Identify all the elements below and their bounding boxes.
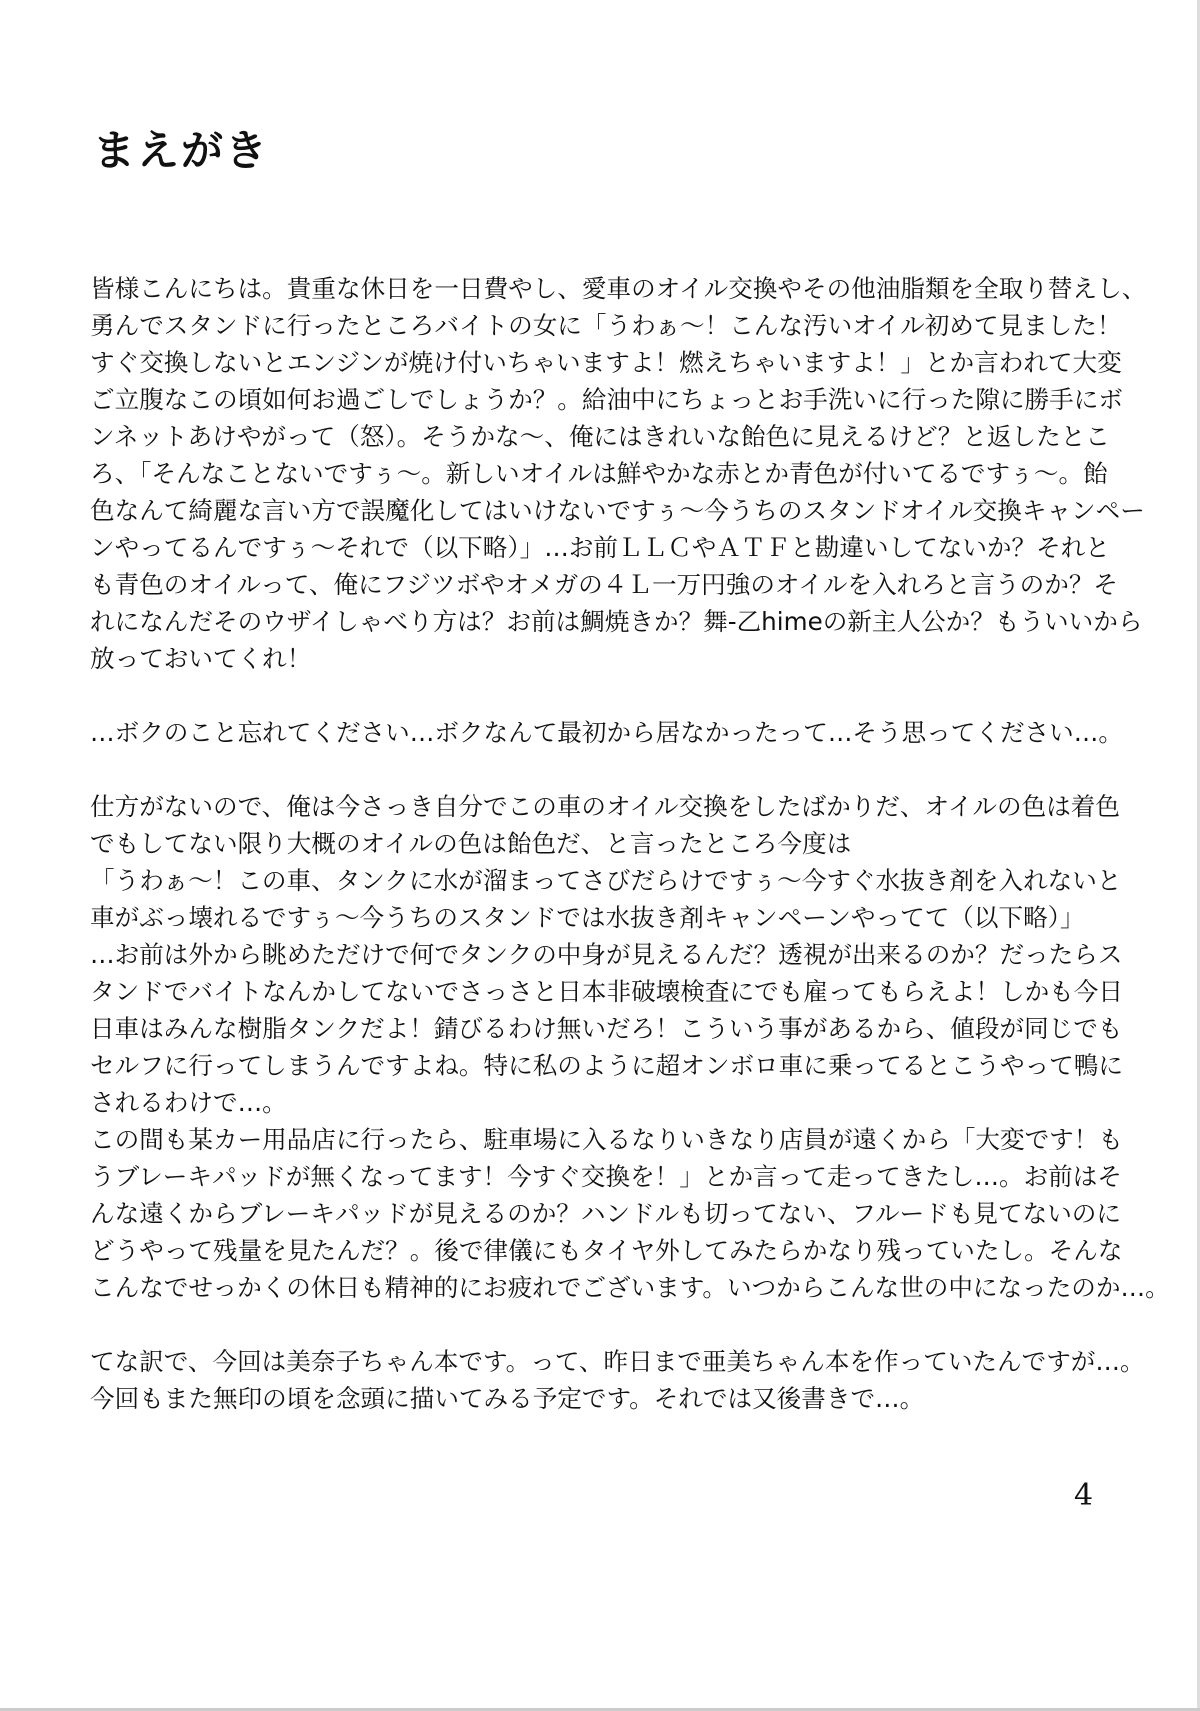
text-line: 皆様こんにちは。貴重な休日を一日費やし、愛車のオイル交換やその他油脂類を全取り替えし、	[90, 274, 1147, 303]
page-title: まえがき	[93, 126, 270, 175]
paragraph-gap	[90, 1306, 1180, 1343]
text-line: 勇んでスタンドに行ったところバイトの女に「うわぁ～！こんな汚いオイル初めて見ました！	[90, 311, 1122, 340]
text-line: されるわけで…。	[90, 1088, 287, 1117]
paragraph	[90, 270, 1180, 677]
text-line: すぐ交換しないとエンジンが焼け付いちゃいますよ！燃えちゃいますよ！」とか言われて大変	[90, 348, 1122, 377]
text-line: この間も某カー用品店に行ったら、駐車場に入るなりいきなり店員が遠くから「大変です！も	[90, 1125, 1123, 1154]
paragraph	[90, 788, 1180, 1306]
paragraph-gap	[90, 677, 1180, 714]
text-line: こんなでせっかくの休日も精神的にお疲れでございます。いつからこんな世の中になったのか…。	[90, 1273, 1170, 1302]
text-line: てな訳で、今回は美奈子ちゃん本です。って、昨日まで亜美ちゃん本を作っていたんですが…。	[90, 1347, 1145, 1376]
text-line: 「うわぁ～！この車、タンクに水が溜まってさびだらけですぅ～今すぐ水抜き剤を入れないと	[90, 866, 1122, 895]
text-line: ご立腹なこの頃如何お過ごしでしょうか？。給油中にちょっとお手洗いに行った隙に勝手にボ	[90, 385, 1123, 414]
text-line: 車がぶっ壊れるですぅ～今うちのスタンドでは水抜き剤キャンペーンやってて（以下略）」	[90, 903, 1085, 932]
text-line: ンやってるんですぅ～それで（以下略）」…お前ＬＬＣやＡＴＦと勘違いしてないか？それと	[90, 533, 1110, 562]
text-line: んな遠くからブレーキパッドが見えるのか？ハンドルも切ってない、フルードも見てないのに	[90, 1199, 1121, 1228]
text-line: れになんだそのウザイしゃべり方は？お前は鯛焼きか？舞-乙himeの新主人公か？もういいから	[90, 607, 1143, 636]
paragraph	[90, 714, 1180, 751]
text-line: タンドでバイトなんかしてないでさっさと日本非破壊検査にでも雇ってもらえよ！しかも今日	[90, 977, 1123, 1006]
text-line: 仕方がないので、俺は今さっき自分でこの車のオイル交換をしたばかりだ、オイルの色は着色	[90, 792, 1120, 821]
text-line: 色なんて綺麗な言い方で誤魔化してはいけないですぅ～今うちのスタンドオイル交換キャンペー	[90, 496, 1145, 525]
text-line: でもしてない限り大概のオイルの色は飴色だ、と言ったところ今度は	[90, 829, 852, 858]
text-line: ろ、「そんなことないですぅ～。新しいオイルは鮮やかな赤とか青色が付いてるですぅ～。飴	[90, 459, 1108, 488]
text-line: も青色のオイルって、俺にフジツボやオメガの４Ｌ一万円強のオイルを入れろと言うのか？そ	[90, 570, 1119, 599]
text-line: セルフに行ってしまうんですよね。特に私のように超オンボロ車に乗ってるとこうやって鴨に	[90, 1051, 1123, 1080]
text-line: どうやって残量を見たんだ？。後で律儀にもタイヤ外してみたらかなり残っていたし。そんな	[90, 1236, 1123, 1265]
page-number: 4	[1074, 1478, 1094, 1513]
text-line: 日車はみんな樹脂タンクだよ！錆びるわけ無いだろ！こういう事があるから、値段が同じでも	[90, 1014, 1123, 1043]
text-line: ンネットあけやがって（怒）。そうかな～、俺にはきれいな飴色に見えるけど？と返したとこ	[90, 422, 1110, 451]
text-line: うブレーキパッドが無くなってます！今すぐ交換を！」とか言って走ってきたし…。お前はそ	[90, 1162, 1122, 1191]
text-line: …ボクのこと忘れてください…ボクなんて最初から居なかったって…そう思ってください…。	[90, 718, 1123, 747]
text-line: …お前は外から眺めただけで何でタンクの中身が見えるんだ？透視が出来るのか？だったらス	[90, 940, 1123, 969]
paragraph-gap	[90, 751, 1180, 788]
text-line: 今回もまた無印の頃を念頭に描いてみる予定です。それでは又後書きで…。	[90, 1384, 925, 1413]
body-text	[90, 270, 1180, 1417]
text-line: 放っておいてくれ！	[90, 644, 312, 673]
paragraph	[90, 1343, 1180, 1417]
